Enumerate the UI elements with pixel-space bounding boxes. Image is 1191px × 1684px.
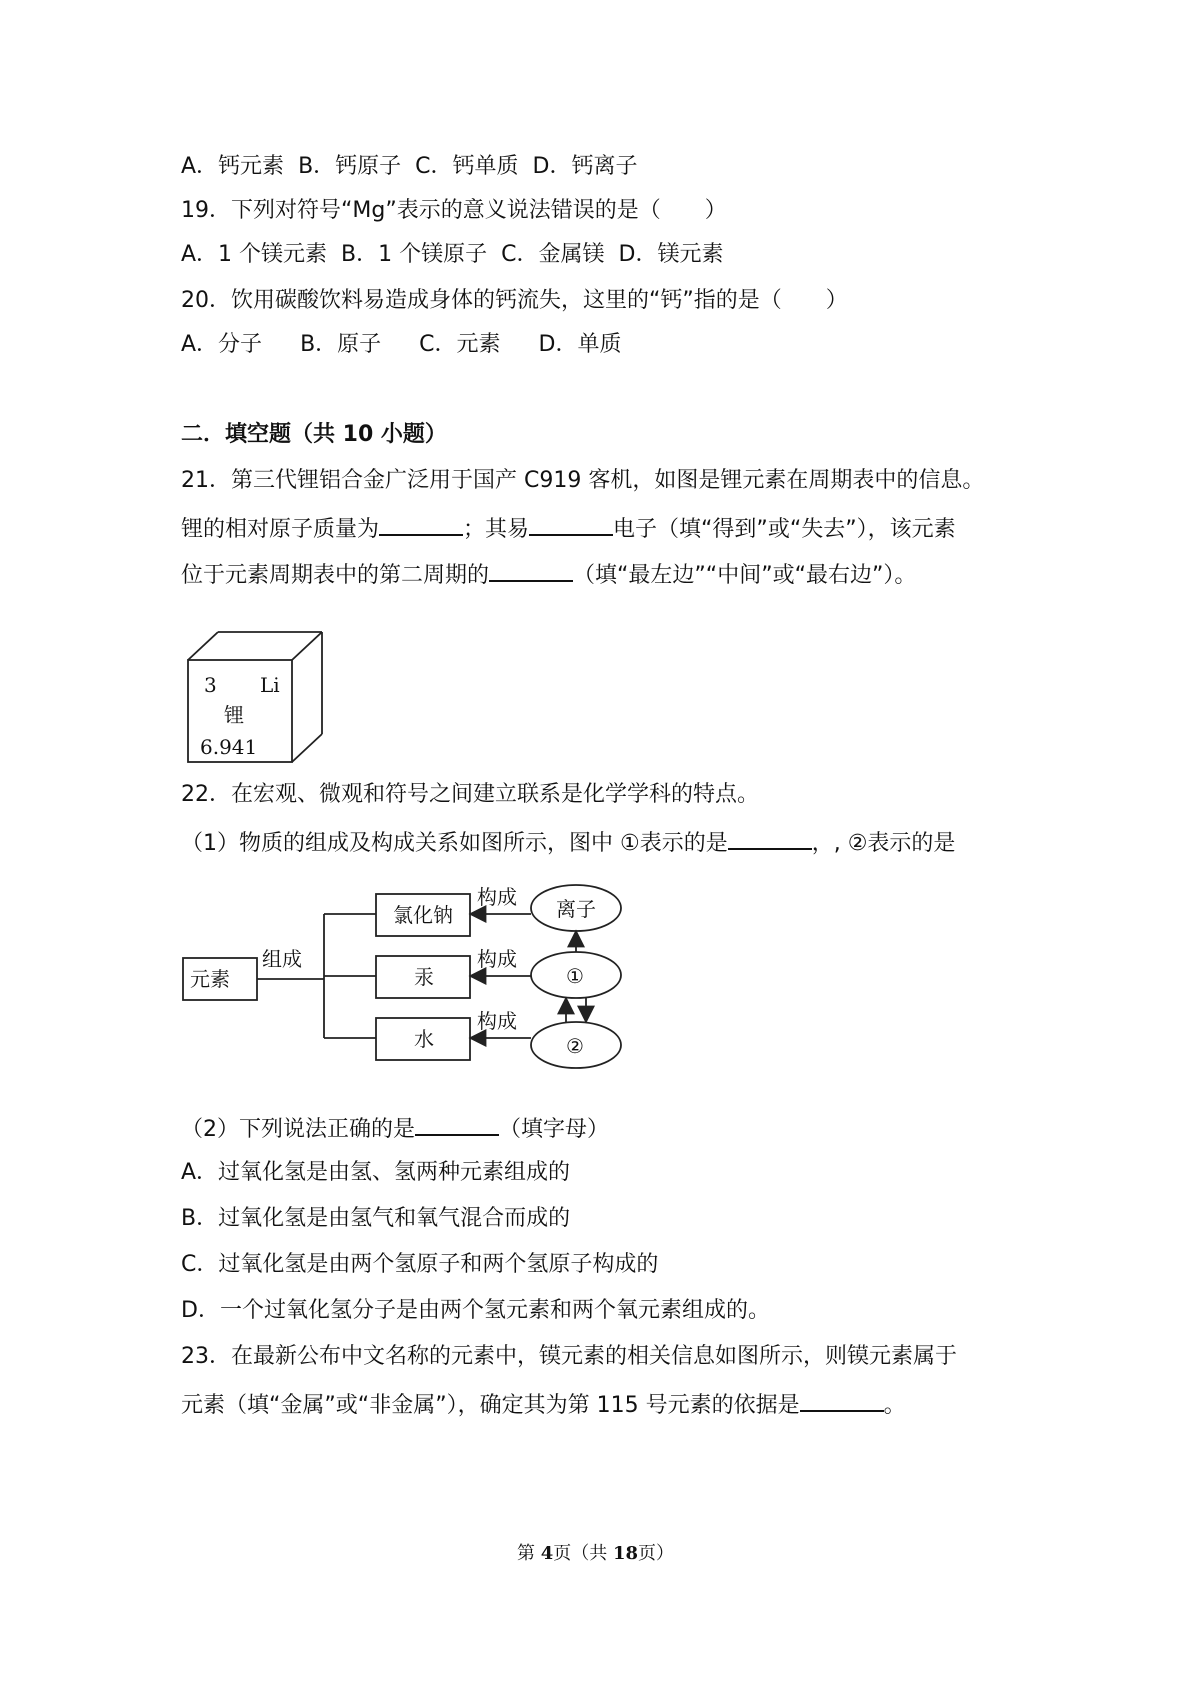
q20-option-a: A．分子 — [181, 332, 263, 357]
q22-part1-text-b: ，, ②表示的是 — [811, 831, 956, 856]
element-name: 锂 — [224, 703, 244, 727]
atomic-number: 3 — [204, 673, 217, 697]
q21-line3 — [181, 558, 916, 591]
diagram-construct-label-1: 构成 — [477, 885, 517, 909]
q22-part2 — [181, 1112, 609, 1145]
section-title: 二．填空题（共 10 小题） — [181, 422, 447, 447]
q21-text-b: ；其易 — [463, 517, 530, 542]
q19-stem: 19．下列对符号“Mg”表示的意义说法错误的是（ ） — [181, 198, 727, 223]
footer-page-number: 4 — [540, 1543, 554, 1564]
q22-stem: 22．在宏观、微观和符号之间建立联系是化学学科的特点。 — [181, 782, 759, 807]
page-footer — [0, 1542, 1191, 1566]
q19-option-b: B．1 个镁原子 — [341, 242, 488, 267]
q21-blank-2[interactable] — [529, 512, 613, 536]
q21-blank-3[interactable] — [489, 558, 573, 582]
q19-option-d: D．镁元素 — [618, 242, 724, 267]
q21-blank-1[interactable] — [379, 512, 463, 536]
q22-part1-text-a: （1）物质的组成及构成关系如图所示，图中 ①表示的是 — [181, 831, 728, 856]
footer-middle: 页（共 — [553, 1543, 613, 1564]
q20-stem: 20．饮用碳酸饮料易造成身体的钙流失，这里的“钙”指的是（ ） — [181, 288, 848, 313]
footer-total-pages: 18 — [612, 1543, 639, 1564]
q22-blank-1[interactable] — [728, 826, 812, 850]
footer-suffix: 页） — [638, 1543, 675, 1564]
q21-text-d: 位于元素周期表中的第二周期的 — [181, 563, 490, 588]
diagram-construct-label-2: 构成 — [477, 947, 517, 971]
diagram-substance-hg: 汞 — [414, 965, 434, 989]
q23-line1: 23．在最新公布中文名称的元素中，镆元素的相关信息如图所示，则镆元素属于 — [181, 1344, 957, 1369]
atomic-mass: 6.941 — [200, 735, 258, 759]
diagram-substance-water: 水 — [414, 1027, 434, 1051]
diagram-svg — [180, 878, 640, 1078]
q18-option-c: C．钙单质 — [415, 154, 519, 179]
lithium-element-card — [186, 630, 326, 764]
q22-option-c: C．过氧化氢是由两个氢原子和两个氢原子构成的 — [181, 1252, 659, 1277]
q21-text-e: （填“最左边”“中间”或“最右边”）。 — [573, 563, 917, 588]
q20-options — [181, 330, 659, 360]
q18-option-b: B．钙原子 — [298, 154, 402, 179]
q20-option-c: C．元素 — [419, 332, 501, 357]
q23-text-a: 元素（填“金属”或“非金属”），确定其为第 115 号元素的依据是 — [181, 1393, 800, 1418]
footer-prefix: 第 — [516, 1543, 541, 1564]
q23-line2 — [181, 1388, 906, 1421]
q19-option-a: A．1 个镁元素 — [181, 242, 328, 267]
diagram-particle-2: ② — [566, 1034, 584, 1058]
q21-line1: 21．第三代锂铝合金广泛用于国产 C919 客机，如图是锂元素在周期表中的信息。 — [181, 468, 985, 493]
diagram-substance-nacl: 氯化钠 — [393, 903, 453, 927]
diagram-particle-1: ① — [566, 964, 584, 988]
q19-option-c: C．金属镁 — [501, 242, 605, 267]
q21-text-c: 电子（填“得到”或“失去”），该元素 — [613, 517, 956, 542]
q22-part1 — [181, 826, 955, 859]
q23-blank-1[interactable] — [800, 1388, 884, 1412]
q21-text-a: 锂的相对原子质量为 — [181, 517, 380, 542]
q22-part2-text-a: （2）下列说法正确的是 — [181, 1117, 415, 1142]
q23-text-b: 。 — [883, 1393, 906, 1418]
q22-option-d: D．一个过氧化氢分子是由两个氢元素和两个氧元素组成的。 — [181, 1298, 770, 1323]
q21-line2 — [181, 512, 956, 545]
q18-option-a: A．钙元素 — [181, 154, 285, 179]
q22-part2-text-b: （填字母） — [499, 1117, 610, 1142]
diagram-compose-label: 组成 — [262, 947, 302, 971]
q22-option-a: A．过氧化氢是由氢、氢两种元素组成的 — [181, 1160, 571, 1185]
q20-option-d: D．单质 — [538, 332, 622, 357]
diagram-construct-label-3: 构成 — [477, 1009, 517, 1033]
q20-option-b: B．原子 — [300, 332, 382, 357]
diagram-element-label: 元素 — [190, 967, 230, 991]
q19-options — [181, 240, 737, 270]
element-symbol: Li — [260, 673, 280, 697]
q22-blank-2[interactable] — [415, 1112, 499, 1136]
q18-option-d: D．钙离子 — [532, 154, 638, 179]
q22-option-b: B．过氧化氢是由氢气和氧气混合而成的 — [181, 1206, 571, 1231]
diagram-particle-ion: 离子 — [556, 897, 596, 921]
q18-options — [181, 152, 651, 182]
composition-diagram — [180, 878, 640, 1078]
